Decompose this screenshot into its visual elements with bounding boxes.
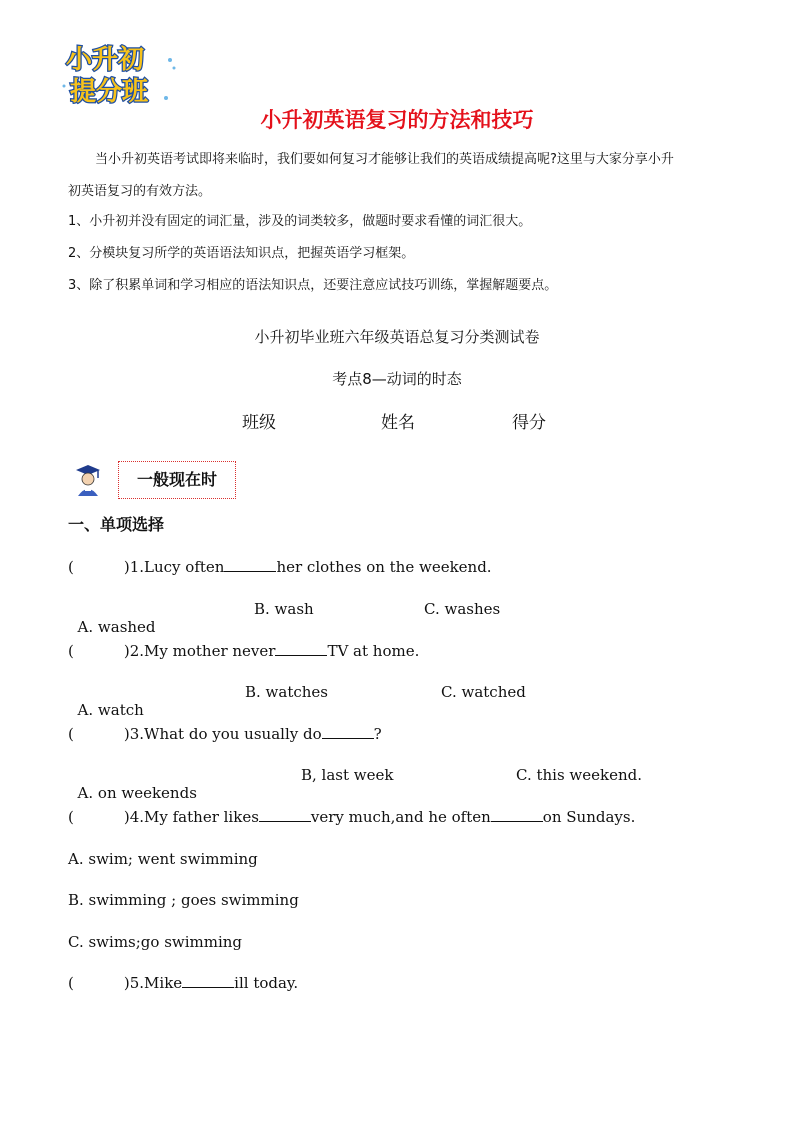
option-a[interactable]: A. watch [77,701,144,719]
logo [58,38,180,110]
option-c[interactable]: C. watched [441,683,526,701]
option-b[interactable]: B. wash [254,600,314,618]
part-heading: 一、单项选择 [68,515,165,534]
option-a[interactable]: A. swim; went swimming [68,850,258,868]
student-fields [0,408,794,432]
option-c[interactable]: C. washes [424,600,501,618]
option-a[interactable]: A. washed [77,618,156,636]
intro-paragraph-line2: 初英语复习的有效方法。 [68,184,212,199]
option-a[interactable]: A. on weekends [77,784,197,802]
fill-blank[interactable] [491,808,543,822]
student-graduate-icon [74,462,102,496]
question-3: ( )3.What do you usually do ? [68,725,382,743]
page-title: 小升初英语复习的方法和技巧 [260,108,534,132]
question-4: ( )4.My father likes very much,and he often on Sundays. [68,808,636,826]
name-field: 姓名 [381,413,415,433]
fill-blank[interactable] [275,642,327,656]
test-title: 小升初毕业班六年级英语总复习分类测试卷 [254,328,540,346]
topic-title: 考点8—动词的时态 [332,370,462,388]
logo-line1: 小升初 [66,45,145,75]
question-1: ( )1.Lucy often her clothes on the weekend. [68,558,492,576]
logo-line2: 提分班 [70,77,149,107]
section-title: 一般现在时 [118,461,236,499]
answer-paren-open: ( [68,558,74,576]
fill-blank[interactable] [322,725,374,739]
question-2: ( )2.My mother never TV at home. [68,642,420,660]
option-c[interactable]: C. this weekend. [516,766,643,784]
option-b[interactable]: B, last week [301,766,394,784]
intro-paragraph-line1: 当小升初英语考试即将来临时，我们要如何复习才能够让我们的英语成绩提高呢?这里与大家分享小升 [95,152,674,167]
option-b[interactable]: B. swimming ; goes swimming [68,891,299,909]
class-field: 班级 [242,413,276,433]
option-b[interactable]: B. watches [245,683,329,701]
fill-blank[interactable] [224,558,276,572]
tip-2: 2、分模块复习所学的英语语法知识点，把握英语学习框架。 [68,246,415,261]
tip-1: 1、小升初并没有固定的词汇量，涉及的词类较多，做题时要求看懂的词汇很大。 [68,214,532,229]
fill-blank[interactable] [259,808,311,822]
tip-3: 3、除了积累单词和学习相应的语法知识点，还要注意应试技巧训练，掌握解题要点。 [68,278,558,293]
option-c[interactable]: C. swims;go swimming [68,933,243,951]
score-field: 得分 [512,413,546,433]
question-5: ( )5.Mike ill today. [68,974,299,992]
fill-blank[interactable] [182,974,234,988]
